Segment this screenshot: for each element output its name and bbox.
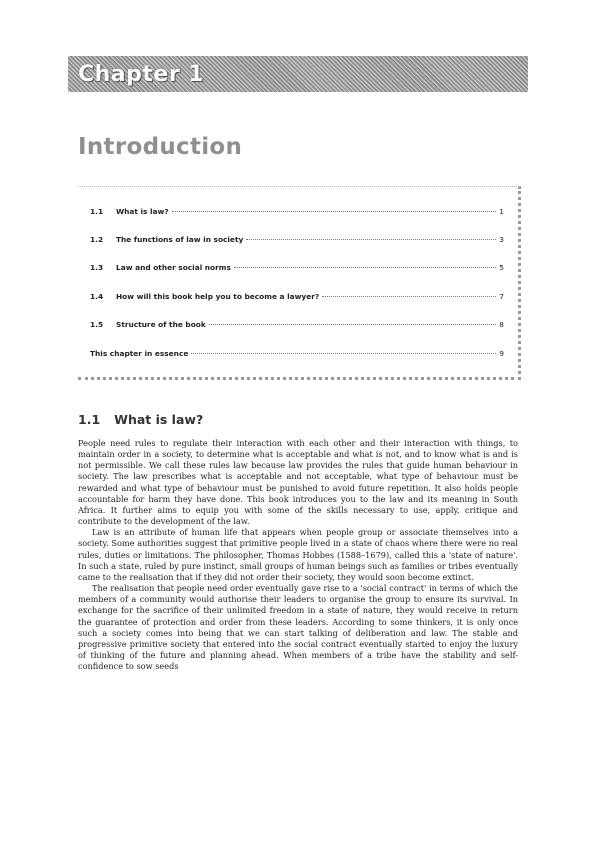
toc-entry-page: 8 xyxy=(499,320,504,329)
toc-leader-dots xyxy=(322,296,496,297)
toc-entry-title: This chapter in essence xyxy=(90,349,189,358)
toc-entry-page: 3 xyxy=(499,235,504,244)
paragraph: People need rules to regulate their interaction with each other and their interaction with things, to maintain order in a society, to determine what is acceptable and what is not, and to know what is and is not permissible. We call these rules law because law provides the rules that guide human behaviour in society. The law prescribes what is acceptable and not acceptable, what type of behaviour must be rewarded and what type of behaviour must be punished to avoid future repetition. It also holds people accountable for harm they have done. This book introduces you to the law and its meaning in South Africa. It further aims to equip you with some of the skills necessary to use, apply, critique and contribute to the development of the law. xyxy=(78,438,518,527)
toc-entry-title: What is law? xyxy=(116,207,169,216)
paragraph: Law is an attribute of human life that appears when people group or associate themselves into a society. Some authorities suggest that primitive people lived in a state of chaos where there were no real rules, duties or limitations. The philosopher, Thomas Hobbes (1588–1679), called this a 'state of nature'. In such a state, ruled by pure instinct, small groups of human beings such as families or tribes eventually came to the realisation that if they did not order their society, they would soon become extinct. xyxy=(78,527,518,582)
toc-leader-dots xyxy=(191,353,496,354)
toc-entry[interactable] xyxy=(90,263,504,272)
toc-entry-essence[interactable] xyxy=(90,349,504,358)
toc-entry-number: 1.2 xyxy=(90,235,104,244)
toc-entry-number: 1.5 xyxy=(90,320,104,329)
body-text xyxy=(78,438,518,672)
toc-entry-page: 9 xyxy=(499,349,504,358)
toc-entry[interactable] xyxy=(90,292,504,301)
section-title: What is law? xyxy=(114,412,204,427)
toc-entry[interactable] xyxy=(90,320,504,329)
toc-leader-dots xyxy=(209,324,497,325)
toc-entry-number: 1.1 xyxy=(90,207,104,216)
table-of-contents xyxy=(78,186,521,380)
toc-leader-dots xyxy=(246,239,496,240)
toc-entry-page: 5 xyxy=(499,263,504,272)
section-number: 1.1 xyxy=(78,412,101,427)
section-heading xyxy=(78,412,203,427)
chapter-title: Introduction xyxy=(78,134,243,160)
toc-entry-title: Structure of the book xyxy=(116,320,206,329)
toc-entry-number: 1.4 xyxy=(90,292,104,301)
toc-leader-dots xyxy=(172,211,497,212)
toc-entry-title: The functions of law in society xyxy=(116,235,244,244)
toc-entry-page: 7 xyxy=(499,292,504,301)
toc-entry-title: How will this book help you to become a lawyer? xyxy=(116,292,320,301)
toc-entry-number: 1.3 xyxy=(90,263,104,272)
paragraph: The realisation that people need order eventually gave rise to a 'social contract' in terms of which the members of a community would authorise their leaders to organise the group to ensure its survival. In exchange for the sacrifice of their unlimited freedom in a state of nature, they would receive in return the guarantee of protection and order from these leaders. According to some thinkers, it is only once such a society comes into being that we can start talking of deliberation and law. The stable and progressive primitive society that entered into the social contract eventually started to enjoy the luxury of thinking of the future and planning ahead. When members of a tribe have the stability and self-confidence to sow seeds xyxy=(78,583,518,672)
toc-entry-title: Law and other social norms xyxy=(116,263,231,272)
toc-leader-dots xyxy=(234,267,496,268)
toc-entry[interactable] xyxy=(90,235,504,244)
chapter-label: Chapter 1 xyxy=(78,62,205,87)
toc-entry[interactable] xyxy=(90,207,504,216)
toc-entry-page: 1 xyxy=(499,207,504,216)
